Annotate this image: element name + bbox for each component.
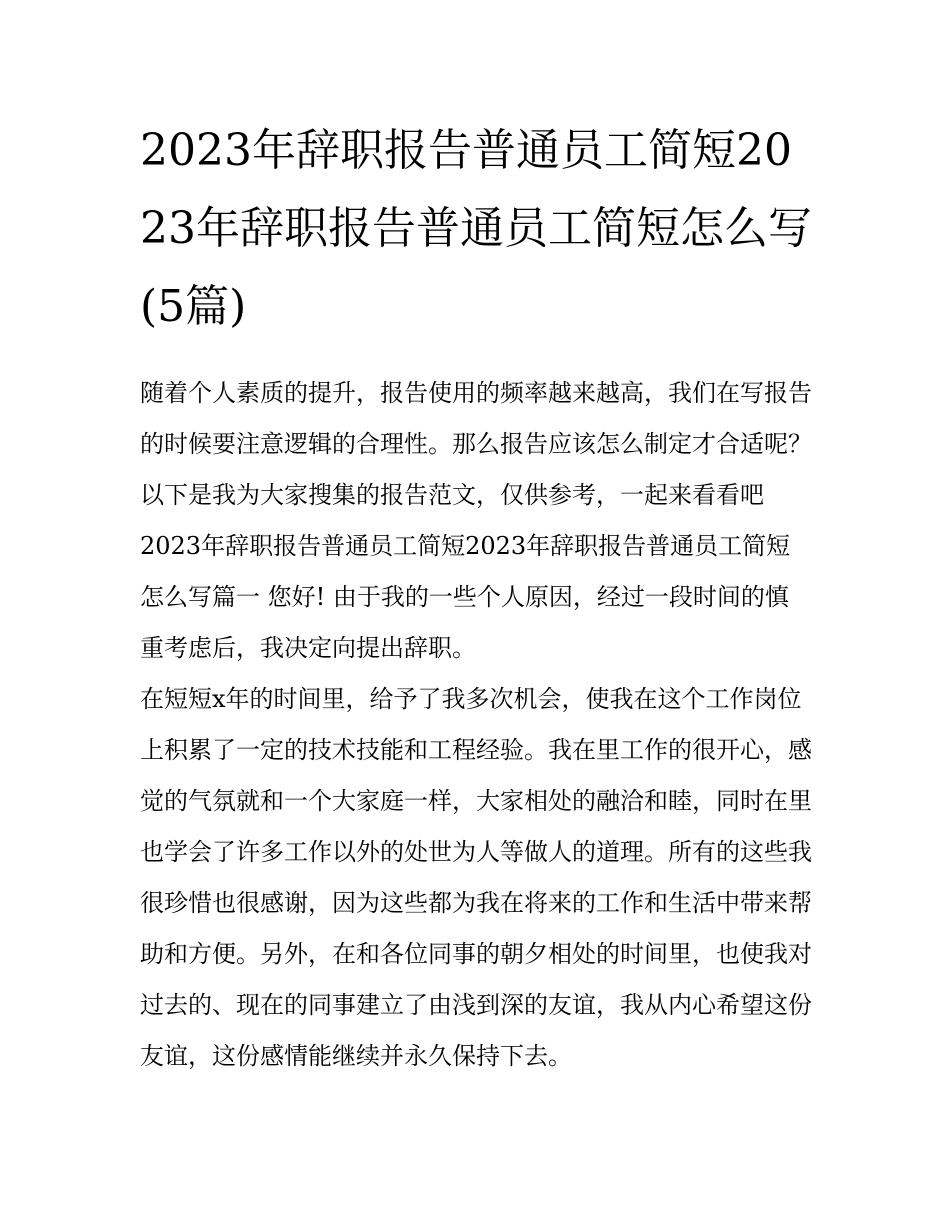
paragraph-section-one: 2023年辞职报告普通员工简短2023年辞职报告普通员工简短怎么写篇一 您好! 由于我的一些个人原因，经过一段时间的慎重考虑后，我决定向提出辞职。 xyxy=(140,532,791,662)
document-content xyxy=(140,112,812,1082)
paragraph-body: 在短短x年的时间里，给予了我多次机会，使我在这个工作岗位上积累了一定的技术技能和工程经验。我在里工作的很开心，感觉的气氛就和一个大家庭一样，大家相处的融洽和睦，同时在里也学会了许多工作以外的处世为人等做人的道理。所有的这些我很珍惜也很感谢，因为这些都为我在将来的工作和生活中带来帮助和方便。另外，在和各位同事的朝夕相处的时间里，也使我对过去的、现在的同事建立了由浅到深的友谊，我从内心希望这份友谊，这份感情能继续并永久保持下去。 xyxy=(140,685,812,1070)
document-title: 2023年辞职报告普通员工简短2023年辞职报告普通员工简短怎么写(5篇) xyxy=(140,125,812,332)
paragraph-intro: 随着个人素质的提升，报告使用的频率越来越高，我们在写报告的时候要注意逻辑的合理性。那么报告应该怎么制定才合适呢？以下是我为大家搜集的报告范文，仅供参考，一起来看看吧 xyxy=(140,379,812,509)
